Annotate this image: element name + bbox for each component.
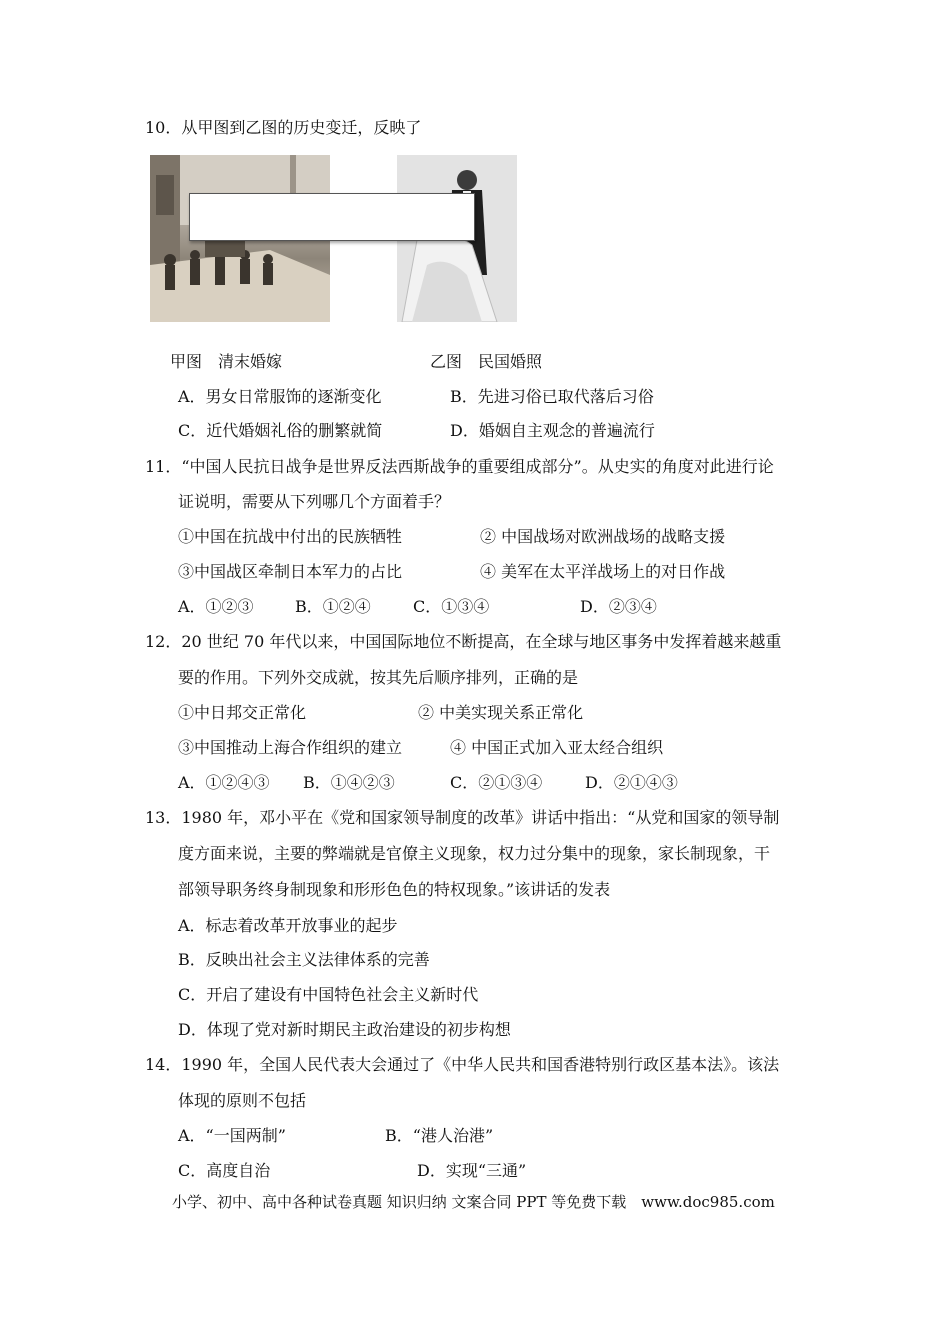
q10-option-d: D．婚姻自主观念的普遍流行 bbox=[450, 421, 655, 440]
q14-option-c: C．高度自治 bbox=[178, 1161, 271, 1180]
q12-item-4: ④ 中国正式加入亚太经合组织 bbox=[450, 738, 664, 757]
caption-left: 甲图 清末婚嫁 bbox=[170, 352, 283, 371]
q11-option-a: A．①②③ bbox=[178, 597, 254, 616]
q12-option-b: B．①④②③ bbox=[303, 773, 395, 792]
q13-option-c: C．开启了建设有中国特色社会主义新时代 bbox=[178, 985, 479, 1004]
footer-text: 小学、初中、高中各种试卷真题 知识归纳 文案合同 PPT 等免费下载 www.doc985.com bbox=[172, 1193, 775, 1211]
q12-stem-line1: 12．20 世纪 70 年代以来，中国国际地位不断提高，在全球与地区事务中发挥着越来越重 bbox=[145, 632, 782, 651]
q10-option-c: C．近代婚姻礼俗的删繁就简 bbox=[178, 421, 383, 440]
q11-item-3: ③中国战区牵制日本军力的占比 bbox=[178, 562, 403, 581]
q13-option-d: D．体现了党对新时期民主政治建设的初步构想 bbox=[178, 1020, 511, 1039]
q11-item-1: ①中国在抗战中付出的民族牺牲 bbox=[178, 527, 403, 546]
q13-option-a: A．标志着改革开放事业的起步 bbox=[178, 916, 398, 935]
q12-stem-line2: 要的作用。下列外交成就，按其先后顺序排列，正确的是 bbox=[178, 668, 579, 687]
q10-option-a: A．男女日常服饰的逐渐变化 bbox=[178, 387, 382, 406]
q11-stem-line2: 证说明，需要从下列哪几个方面着手？ bbox=[178, 492, 451, 511]
redaction-box bbox=[189, 193, 475, 241]
q10-option-b: B．先进习俗已取代落后习俗 bbox=[450, 387, 654, 406]
q14-option-a: A．“一国两制” bbox=[178, 1126, 286, 1145]
q11-option-c: C．①③④ bbox=[413, 597, 490, 616]
q12-option-d: D．②①④③ bbox=[585, 773, 678, 792]
q13-stem-line3: 部领导职务终身制现象和形形色色的特权现象。”该讲话的发表 bbox=[178, 880, 611, 899]
q13-stem-line2: 度方面来说，主要的弊端就是官僚主义现象，权力过分集中的现象，家长制现象，干 bbox=[178, 844, 771, 863]
q14-stem-line2: 体现的原则不包括 bbox=[178, 1091, 307, 1110]
q11-stem-line1: 11．“中国人民抗日战争是世界反法西斯战争的重要组成部分”。从史实的角度对此进行论 bbox=[145, 457, 774, 476]
q11-option-b: B．①②④ bbox=[295, 597, 371, 616]
q13-option-b: B．反映出社会主义法律体系的完善 bbox=[178, 950, 430, 969]
q12-option-a: A．①②④③ bbox=[178, 773, 270, 792]
q12-option-c: C．②①③④ bbox=[450, 773, 543, 792]
q11-item-4: ④ 美军在太平洋战场上的对日作战 bbox=[480, 562, 726, 581]
q12-item-1: ①中日邦交正常化 bbox=[178, 703, 307, 722]
q11-option-d: D．②③④ bbox=[580, 597, 657, 616]
q11-item-2: ② 中国战场对欧洲战场的战略支援 bbox=[480, 527, 726, 546]
q12-item-2: ② 中美实现关系正常化 bbox=[418, 703, 584, 722]
q14-option-d: D．实现“三通” bbox=[417, 1161, 527, 1180]
q13-stem-line1: 13．1980 年，邓小平在《党和国家领导制度的改革》讲话中指出：“从党和国家的领导制 bbox=[145, 808, 780, 827]
caption-right: 乙图 民国婚照 bbox=[430, 352, 543, 371]
q10-stem: 10．从甲图到乙图的历史变迁，反映了 bbox=[145, 118, 422, 137]
q12-item-3: ③中国推动上海合作组织的建立 bbox=[178, 738, 403, 757]
q14-option-b: B．“港人治港” bbox=[385, 1126, 494, 1145]
q14-stem-line1: 14．1990 年，全国人民代表大会通过了《中华人民共和国香港特别行政区基本法》。该法 bbox=[145, 1055, 780, 1074]
